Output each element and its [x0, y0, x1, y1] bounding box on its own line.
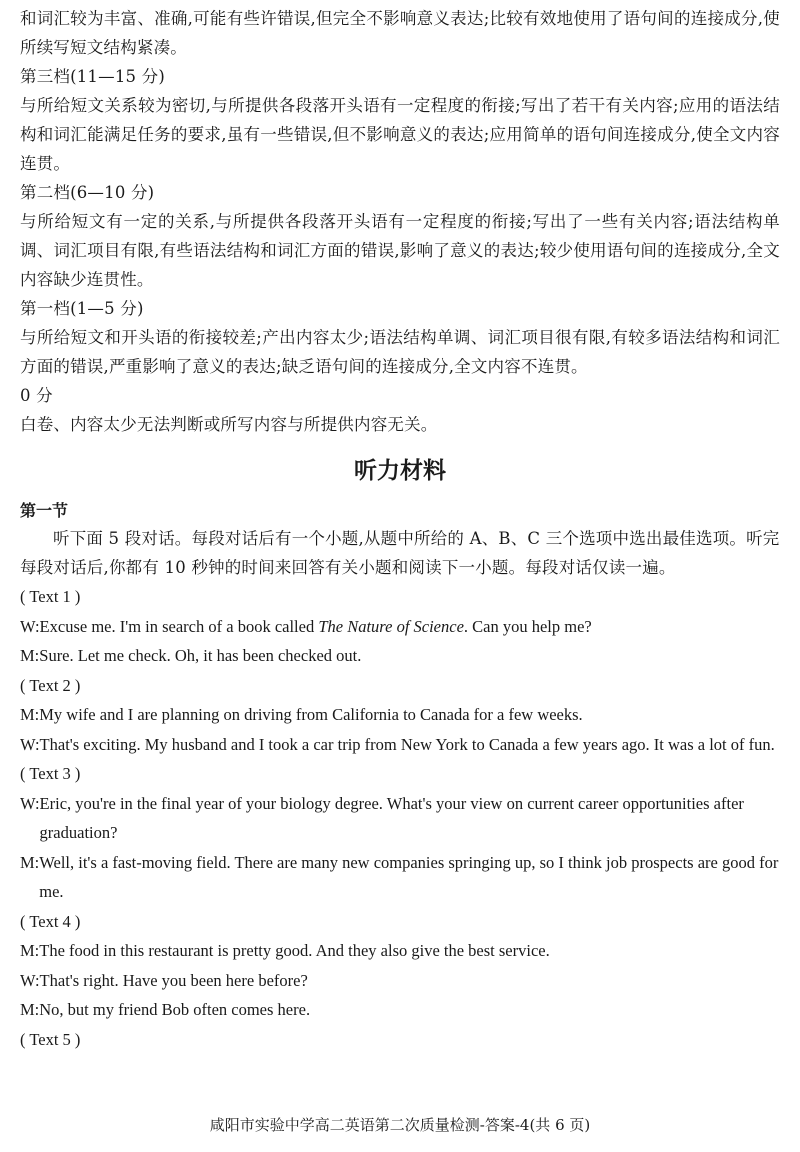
dialogue-line [20, 936, 780, 966]
section-heading: 第一节 [20, 501, 69, 520]
dialogue-line [20, 700, 780, 730]
dialogue-line [20, 612, 780, 642]
speaker-label: M: [20, 646, 40, 665]
level-title: 第三档(11—15 分) [20, 67, 166, 86]
book-title: The Nature of Science [318, 616, 464, 636]
utterance [40, 966, 780, 996]
speaker-label: W: [20, 970, 40, 990]
utterance-text: Excuse me. I'm in search of a book called [39, 616, 319, 636]
speaker-label: M: [20, 1000, 40, 1019]
utterance-text: Well, it's a fast-moving field. There are many new companies springing up, so I think job prospects are good for me. [39, 852, 779, 901]
utterance [40, 730, 780, 760]
utterance-text: . Can you help me? [463, 616, 592, 636]
speaker-label: W: [20, 793, 40, 813]
speaker-label: M: [20, 705, 40, 724]
utterance [40, 612, 780, 642]
dialogue-line [20, 848, 780, 907]
level-title: 第二档(6—10 分) [20, 183, 155, 202]
utterance-text: My wife and I are planning on driving from California to Canada for a few weeks. [39, 705, 583, 724]
text-label: ( Text 1 ) [20, 587, 81, 606]
level-title: 第一档(1—5 分) [20, 299, 144, 318]
page-footer: 咸阳市实验中学高二英语第二次质量检测-答案-4(共 6 页) [209, 1116, 591, 1134]
dialogue-line [20, 966, 780, 996]
dialogue-line [20, 641, 780, 671]
level-description: 白卷、内容太少无法判断或所写内容与所提供内容无关。 [20, 415, 438, 434]
transcript [20, 582, 780, 1054]
level-title: 0 分 [20, 386, 53, 405]
speaker-label: M: [20, 941, 40, 960]
text-label: ( Text 3 ) [20, 764, 81, 783]
utterance [39, 936, 780, 966]
speaker-label: M: [20, 852, 40, 872]
utterance-text: Sure. Let me check. Oh, it has been checked out. [39, 646, 362, 665]
utterance [39, 995, 780, 1025]
utterance [39, 700, 780, 730]
utterance [40, 789, 780, 848]
text-label: ( Text 2 ) [20, 675, 81, 695]
level-description: 与所给短文关系较为密切,与所提供各段落开头语有一定程度的衔接;写出了若干有关内容;应用的语法结构和词汇能满足任务的要求,虽有一些错误,但不影响意义的表达;应用简单的语句间连接成分,使全文内容连贯。 [20, 96, 780, 173]
speaker-label: W: [20, 616, 40, 636]
utterance-text: No, but my friend Bob often comes here. [39, 1000, 311, 1019]
listening-instructions: 听下面 5 段对话。每段对话后有一个小题,从题中所给的 A、B、C 三个选项中选出最佳选项。听完每段对话后,你都有 10 秒钟的时间来回答有关小题和阅读下一小题。每段对话仅读一遍。 [20, 529, 780, 577]
utterance [39, 641, 780, 671]
level-description: 与所给短文有一定的关系,与所提供各段落开头语有一定程度的衔接;写出了一些有关内容;语法结构单调、词汇项目有限,有些语法结构和词汇方面的错误,影响了意义的表达;较少使用语句间的连接成分,全文内容缺少连贯性。 [20, 212, 780, 289]
utterance-text: That's right. Have you been here before? [39, 970, 308, 990]
dialogue-line [20, 789, 780, 848]
utterance-text: The food in this restaurant is pretty good. And they also give the best service. [39, 941, 550, 960]
scoring-continuation: 和词汇较为丰富、准确,可能有些许错误,但完全不影响意义表达;比较有效地使用了语句间的连接成分,使所续写短文结构紧凑。 [20, 9, 780, 57]
text-label: ( Text 5 ) [20, 1029, 81, 1049]
dialogue-line [20, 995, 780, 1025]
scoring-section [20, 4, 780, 439]
speaker-label: W: [20, 734, 40, 754]
dialogue-line [20, 730, 780, 760]
utterance-text: That's exciting. My husband and I took a car trip from New York to Canada a few years ago. It was a lot of fun. [39, 734, 775, 754]
utterance [39, 848, 780, 907]
listening-title: 听力材料 [354, 458, 446, 484]
level-description: 与所给短文和开头语的衔接较差;产出内容太少;语法结构单调、词汇项目很有限,有较多语法结构和词汇方面的错误,严重影响了意义的表达;缺乏语句间的连接成分,全文内容不连贯。 [20, 328, 780, 376]
utterance-text: Eric, you're in the final year of your biology degree. What's your view on current career opportunities after graduation? [39, 793, 744, 842]
text-label: ( Text 4 ) [20, 911, 81, 931]
